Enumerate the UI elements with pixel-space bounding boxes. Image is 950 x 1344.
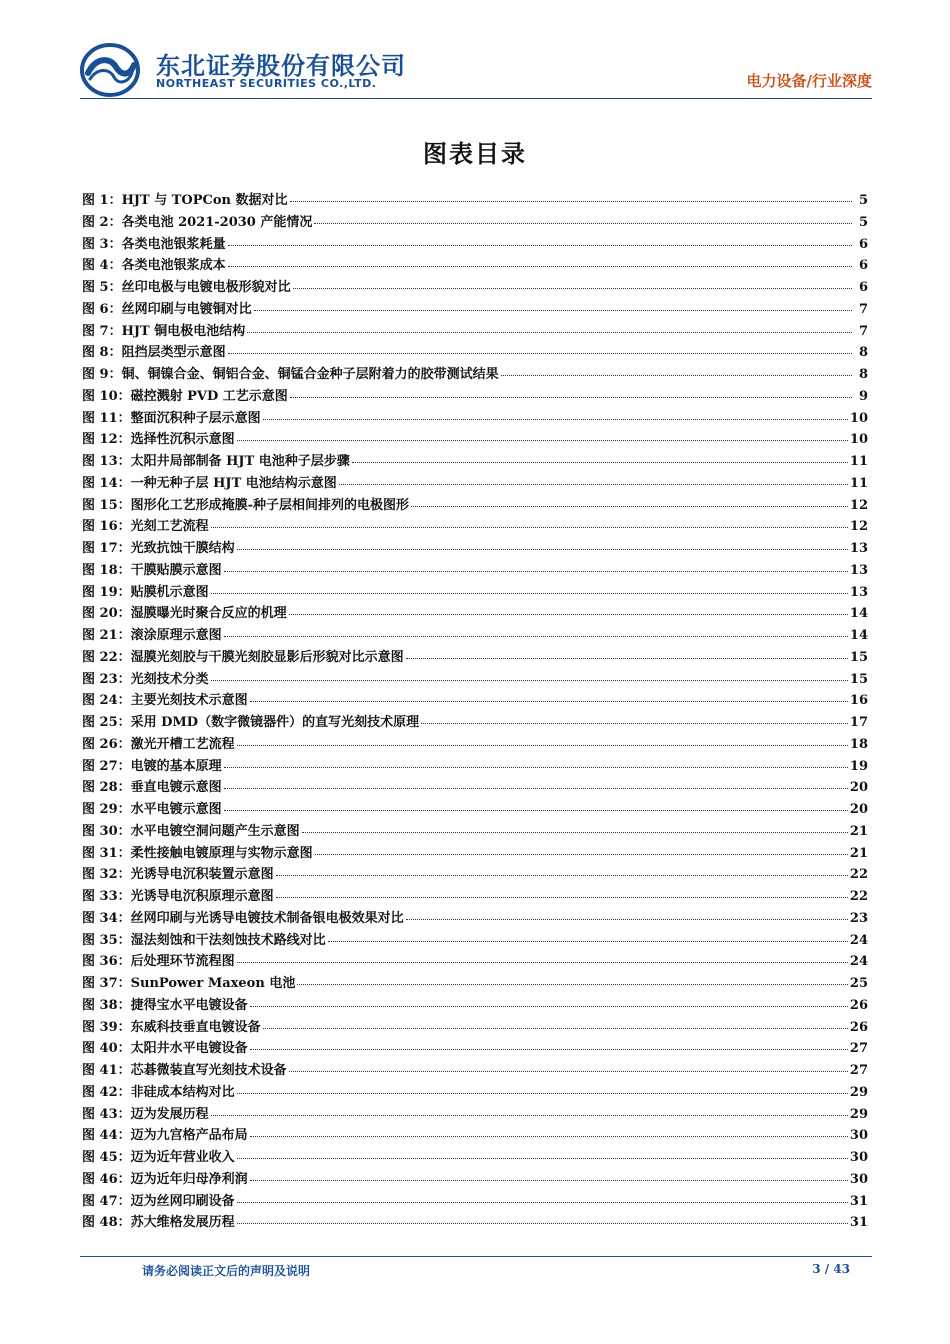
toc-dot-leader bbox=[250, 1179, 848, 1181]
toc-entry[interactable] bbox=[82, 472, 868, 494]
toc-entry-page: 10 bbox=[849, 410, 868, 426]
toc-entry-page: 13 bbox=[849, 584, 868, 600]
toc-entry-page: 14 bbox=[849, 606, 868, 622]
toc-entry-page: 30 bbox=[849, 1150, 868, 1165]
toc-dot-leader bbox=[211, 526, 848, 528]
toc-dot-leader bbox=[290, 396, 852, 398]
toc-list bbox=[82, 189, 868, 1233]
toc-entry-page: 31 bbox=[849, 1215, 868, 1231]
toc-dot-leader bbox=[421, 722, 848, 724]
toc-entry-page: 12 bbox=[849, 519, 868, 535]
toc-entry-page: 27 bbox=[849, 1041, 868, 1057]
page-number: 3 / 43 bbox=[812, 1262, 850, 1276]
toc-entry[interactable] bbox=[82, 885, 868, 907]
toc-entry-label: 图 1：HJT 与 TOPCon 数据对比 bbox=[82, 193, 288, 208]
toc-entry-page: 19 bbox=[849, 758, 868, 774]
toc-entry-page: 15 bbox=[849, 671, 868, 687]
toc-entry-page: 21 bbox=[849, 845, 868, 861]
toc-entry-page: 23 bbox=[849, 910, 868, 926]
toc-entry[interactable] bbox=[82, 450, 868, 472]
toc-entry-page: 31 bbox=[849, 1193, 868, 1209]
toc-entry[interactable] bbox=[82, 689, 868, 711]
toc-dot-leader bbox=[250, 1005, 848, 1007]
toc-entry-label: 图 17：光致抗蚀干膜结构 bbox=[82, 541, 235, 556]
toc-entry[interactable] bbox=[82, 1081, 868, 1103]
toc-entry-label: 图 43：迈为发展历程 bbox=[82, 1106, 209, 1122]
toc-entry-page: 5 bbox=[858, 214, 868, 230]
toc-entry[interactable] bbox=[82, 733, 868, 755]
toc-entry-label: 图 4：各类电池银浆成本 bbox=[82, 258, 226, 274]
toc-entry-page: 17 bbox=[849, 715, 868, 730]
toc-entry-page: 14 bbox=[849, 628, 868, 643]
toc-entry[interactable] bbox=[82, 341, 868, 363]
toc-entry-page: 15 bbox=[849, 649, 868, 665]
toc-entry-page: 22 bbox=[849, 889, 868, 904]
toc-entry-label: 图 11：整面沉积种子层示意图 bbox=[82, 410, 261, 426]
toc-dot-leader bbox=[276, 874, 848, 876]
toc-dot-leader bbox=[237, 744, 848, 746]
toc-dot-leader bbox=[406, 657, 848, 659]
toc-entry-label: 图 41：芯碁微装直写光刻技术设备 bbox=[82, 1063, 287, 1078]
toc-dot-leader bbox=[237, 1157, 848, 1159]
toc-dot-leader bbox=[211, 592, 848, 594]
toc-entry[interactable] bbox=[82, 407, 868, 429]
toc-entry[interactable] bbox=[82, 668, 868, 690]
toc-entry-label: 图 46：迈为近年归母净利润 bbox=[82, 1171, 248, 1187]
toc-entry[interactable] bbox=[82, 1190, 868, 1212]
toc-dot-leader bbox=[289, 613, 848, 615]
toc-dot-leader bbox=[302, 831, 848, 833]
toc-entry-label: 图 27：电镀的基本原理 bbox=[82, 758, 222, 774]
toc-entry[interactable] bbox=[82, 1124, 868, 1146]
toc-entry-page: 8 bbox=[858, 345, 868, 361]
toc-entry-label: 图 21：滚涂原理示意图 bbox=[82, 628, 222, 643]
toc-dot-leader bbox=[237, 439, 848, 441]
toc-entry-label: 图 2：各类电池 2021-2030 产能情况 bbox=[82, 214, 313, 230]
toc-entry-label: 图 35：湿法刻蚀和干法刻蚀技术路线对比 bbox=[82, 932, 326, 948]
toc-entry[interactable] bbox=[82, 755, 868, 777]
toc-dot-leader bbox=[250, 1048, 848, 1050]
toc-dot-leader bbox=[263, 418, 848, 420]
toc-entry-label: 图 42：非硅成本结构对比 bbox=[82, 1084, 235, 1100]
toc-entry-page: 13 bbox=[849, 541, 868, 556]
toc-entry[interactable] bbox=[82, 385, 868, 407]
toc-entry-label: 图 6：丝网印刷与电镀铜对比 bbox=[82, 301, 252, 317]
toc-entry-page: 16 bbox=[849, 693, 868, 709]
toc-dot-leader bbox=[211, 679, 848, 681]
toc-dot-leader bbox=[339, 483, 848, 485]
toc-entry[interactable] bbox=[82, 1037, 868, 1059]
toc-entry[interactable] bbox=[82, 254, 868, 276]
toc-entry-label: 图 19：贴膜机示意图 bbox=[82, 584, 209, 600]
toc-entry-label: 图 38：捷得宝水平电镀设备 bbox=[82, 997, 248, 1013]
toc-entry-label: 图 22：湿膜光刻胶与干膜光刻胶显影后形貌对比示意图 bbox=[82, 649, 404, 665]
toc-entry-page: 20 bbox=[849, 780, 868, 796]
toc-entry-label: 图 3：各类电池银浆耗量 bbox=[82, 236, 226, 252]
footer-disclaimer: 请务必阅读正文后的声明及说明 bbox=[142, 1264, 311, 1278]
toc-entry-page: 10 bbox=[849, 432, 868, 448]
toc-entry-label: 图 14：一种无种子层 HJT 电池结构示意图 bbox=[82, 475, 337, 491]
toc-dot-leader bbox=[224, 635, 848, 637]
toc-entry-page: 7 bbox=[858, 301, 868, 317]
toc-entry[interactable] bbox=[82, 320, 868, 342]
toc-entry-page: 6 bbox=[858, 236, 868, 252]
toc-entry-page: 22 bbox=[849, 867, 868, 883]
toc-dot-leader bbox=[289, 1070, 848, 1072]
company-name-cn: 东北证券股份有限公司 bbox=[156, 52, 406, 80]
toc-entry-page: 8 bbox=[858, 367, 868, 382]
toc-entry[interactable] bbox=[82, 624, 868, 646]
toc-entry[interactable] bbox=[82, 211, 868, 233]
toc-dot-leader bbox=[224, 570, 848, 572]
toc-entry[interactable] bbox=[82, 994, 868, 1016]
toc-entry[interactable] bbox=[82, 494, 868, 516]
toc-entry-label: 图 29：水平电镀示意图 bbox=[82, 802, 222, 817]
toc-entry-page: 30 bbox=[849, 1171, 868, 1187]
toc-entry-label: 图 34：丝网印刷与光诱导电镀技术制备银电极效果对比 bbox=[82, 910, 404, 926]
toc-entry[interactable] bbox=[82, 1168, 868, 1190]
toc-entry-label: 图 24：主要光刻技术示意图 bbox=[82, 693, 248, 709]
toc-dot-leader bbox=[224, 787, 848, 789]
toc-entry-label: 图 12：选择性沉积示意图 bbox=[82, 432, 235, 448]
toc-entry-page: 7 bbox=[858, 323, 868, 339]
toc-entry[interactable] bbox=[82, 842, 868, 864]
toc-dot-leader bbox=[237, 961, 848, 963]
toc-entry-label: 图 5：丝印电极与电镀电极形貌对比 bbox=[82, 280, 291, 295]
toc-entry-page: 9 bbox=[858, 388, 868, 404]
toc-dot-leader bbox=[228, 244, 852, 246]
toc-entry-page: 13 bbox=[849, 562, 868, 578]
toc-dot-leader bbox=[315, 853, 848, 855]
toc-entry[interactable] bbox=[82, 363, 868, 385]
toc-entry-label: 图 30：水平电镀空洞问题产生示意图 bbox=[82, 823, 300, 839]
toc-entry[interactable] bbox=[82, 581, 868, 603]
toc-dot-leader bbox=[250, 1135, 848, 1137]
toc-entry-page: 27 bbox=[849, 1063, 868, 1078]
toc-entry-page: 24 bbox=[849, 932, 868, 948]
company-name-en: NORTHEAST SECURITIES CO.,LTD. bbox=[156, 77, 377, 90]
toc-entry-label: 图 15：图形化工艺形成掩膜-种子层相间排列的电极图形 bbox=[82, 497, 410, 513]
toc-dot-leader bbox=[228, 265, 852, 267]
toc-dot-leader bbox=[293, 287, 852, 289]
toc-entry-label: 图 20：湿膜曝光时聚合反应的机理 bbox=[82, 606, 287, 622]
toc-dot-leader bbox=[237, 548, 848, 550]
toc-entry-label: 图 48：苏大维格发展历程 bbox=[82, 1215, 235, 1231]
toc-entry[interactable] bbox=[82, 798, 868, 820]
toc-entry-page: 26 bbox=[849, 997, 868, 1013]
toc-entry-page: 11 bbox=[849, 454, 868, 469]
toc-dot-leader bbox=[237, 1092, 848, 1094]
toc-entry-label: 图 28：垂直电镀示意图 bbox=[82, 780, 222, 796]
toc-entry[interactable] bbox=[82, 776, 868, 798]
toc-dot-leader bbox=[228, 352, 852, 354]
toc-entry[interactable] bbox=[82, 972, 868, 994]
toc-entry-page: 30 bbox=[849, 1128, 868, 1144]
footer-divider bbox=[80, 1256, 872, 1257]
toc-entry-label: 图 45：迈为近年营业收入 bbox=[82, 1150, 235, 1165]
toc-dot-leader bbox=[290, 200, 853, 202]
toc-dot-leader bbox=[254, 309, 852, 311]
toc-entry-label: 图 39：东威科技垂直电镀设备 bbox=[82, 1019, 261, 1035]
toc-dot-leader bbox=[352, 461, 848, 463]
toc-entry-page: 26 bbox=[849, 1019, 868, 1035]
toc-dot-leader bbox=[297, 983, 848, 985]
toc-entry-page: 5 bbox=[858, 193, 868, 208]
toc-entry[interactable] bbox=[82, 1059, 868, 1081]
toc-entry-label: 图 18：干膜贴膜示意图 bbox=[82, 562, 222, 578]
toc-entry-label: 图 10：磁控溅射 PVD 工艺示意图 bbox=[82, 388, 288, 404]
toc-entry-label: 图 16：光刻工艺流程 bbox=[82, 519, 209, 535]
toc-entry[interactable] bbox=[82, 1016, 868, 1038]
toc-entry-label: 图 31：柔性接触电镀原理与实物示意图 bbox=[82, 845, 313, 861]
toc-entry-label: 图 9：铜、铜镍合金、铜铝合金、铜锰合金种子层附着力的胶带测试结果 bbox=[82, 367, 499, 382]
toc-entry-page: 25 bbox=[849, 976, 868, 991]
toc-dot-leader bbox=[237, 1222, 848, 1224]
toc-entry-page: 29 bbox=[849, 1084, 868, 1100]
toc-entry-page: 11 bbox=[849, 475, 868, 491]
toc-entry-page: 29 bbox=[849, 1106, 868, 1122]
toc-dot-leader bbox=[328, 940, 848, 942]
report-type-label: 电力设备/行业深度 bbox=[746, 72, 872, 90]
toc-entry-page: 6 bbox=[858, 280, 868, 295]
toc-entry-label: 图 13：太阳井局部制备 HJT 电池种子层步骤 bbox=[82, 454, 350, 469]
toc-entry[interactable] bbox=[82, 1103, 868, 1125]
toc-entry[interactable] bbox=[82, 559, 868, 581]
toc-dot-leader bbox=[224, 809, 848, 811]
toc-dot-leader bbox=[314, 222, 852, 224]
toc-entry-page: 20 bbox=[849, 802, 868, 817]
northeast-securities-logo-icon bbox=[80, 43, 140, 97]
toc-entry[interactable] bbox=[82, 276, 868, 298]
toc-entry[interactable] bbox=[82, 233, 868, 255]
toc-entry[interactable] bbox=[82, 189, 868, 211]
page-header bbox=[80, 40, 872, 98]
toc-entry[interactable] bbox=[82, 515, 868, 537]
toc-entry-page: 12 bbox=[849, 497, 868, 513]
toc-entry-page: 21 bbox=[849, 823, 868, 839]
toc-dot-leader bbox=[406, 918, 848, 920]
toc-entry-page: 6 bbox=[858, 258, 868, 274]
toc-dot-leader bbox=[276, 896, 848, 898]
toc-entry-label: 图 37：SunPower Maxeon 电池 bbox=[82, 976, 296, 991]
toc-dot-leader bbox=[501, 374, 852, 376]
toc-entry[interactable] bbox=[82, 711, 868, 733]
toc-dot-leader bbox=[237, 1201, 848, 1203]
toc-entry[interactable] bbox=[82, 537, 868, 559]
toc-entry-label: 图 47：迈为丝网印刷设备 bbox=[82, 1193, 235, 1209]
page-title: 图表目录 bbox=[423, 140, 527, 168]
toc-entry-label: 图 32：光诱导电沉积装置示意图 bbox=[82, 867, 274, 883]
toc-entry-label: 图 7：HJT 铜电极电池结构 bbox=[82, 323, 246, 339]
toc-entry[interactable] bbox=[82, 646, 868, 668]
toc-entry[interactable] bbox=[82, 428, 868, 450]
toc-dot-leader bbox=[263, 1027, 848, 1029]
toc-entry[interactable] bbox=[82, 929, 868, 951]
toc-entry[interactable] bbox=[82, 950, 868, 972]
toc-dot-leader bbox=[411, 505, 848, 507]
toc-entry[interactable] bbox=[82, 863, 868, 885]
toc-entry-page: 18 bbox=[849, 736, 868, 752]
toc-entry[interactable] bbox=[82, 907, 868, 929]
toc-entry[interactable] bbox=[82, 1211, 868, 1233]
toc-entry-page: 24 bbox=[849, 954, 868, 970]
toc-entry[interactable] bbox=[82, 820, 868, 842]
toc-dot-leader bbox=[247, 331, 852, 333]
toc-entry[interactable] bbox=[82, 298, 868, 320]
toc-dot-leader bbox=[211, 1114, 848, 1116]
toc-entry-label: 图 25：采用 DMD（数字微镜器件）的直写光刻技术原理 bbox=[82, 715, 420, 730]
toc-entry-label: 图 26：激光开槽工艺流程 bbox=[82, 736, 235, 752]
toc-entry-label: 图 23：光刻技术分类 bbox=[82, 671, 209, 687]
toc-entry-label: 图 33：光诱导电沉积原理示意图 bbox=[82, 889, 274, 904]
toc-entry[interactable] bbox=[82, 602, 868, 624]
toc-dot-leader bbox=[250, 700, 848, 702]
toc-entry-label: 图 40：太阳井水平电镀设备 bbox=[82, 1041, 248, 1057]
toc-entry-label: 图 8：阻挡层类型示意图 bbox=[82, 345, 226, 361]
toc-entry-label: 图 36：后处理环节流程图 bbox=[82, 954, 235, 970]
header-divider bbox=[80, 98, 872, 99]
toc-dot-leader bbox=[224, 766, 848, 768]
toc-entry[interactable] bbox=[82, 1146, 868, 1168]
toc-entry-label: 图 44：迈为九宫格产品布局 bbox=[82, 1128, 248, 1144]
